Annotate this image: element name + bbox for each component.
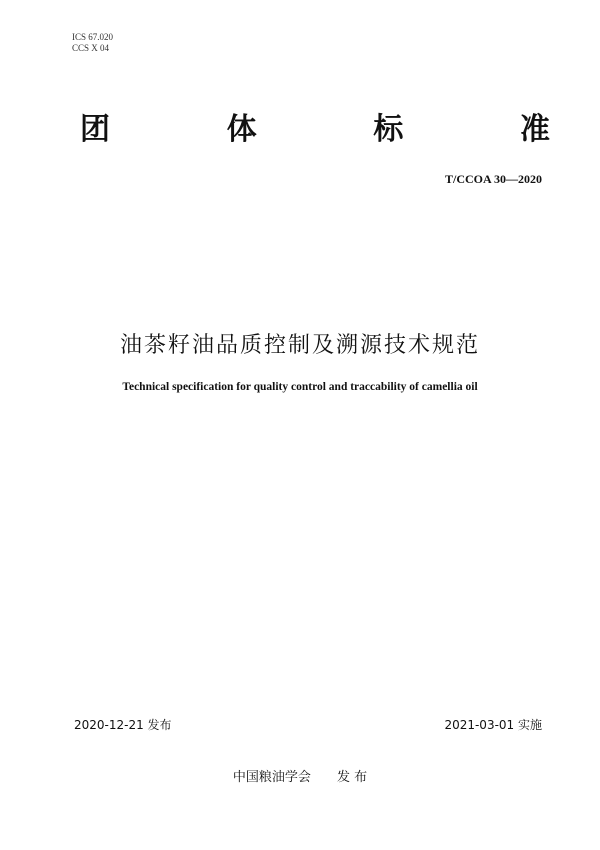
header-divider <box>72 196 542 197</box>
ics-code: ICS 67.020 <box>72 32 114 42</box>
issuer-action: 发 布 <box>336 770 368 785</box>
publish-date: 2020-12-21 发布 <box>74 718 172 732</box>
ccs-code: CCS X 04 <box>72 43 110 53</box>
heading-char: 准 <box>519 112 550 147</box>
heading-char: 体 <box>226 112 257 147</box>
title-chinese: 油茶籽油品质控制及溯源技术规范 <box>119 333 480 358</box>
classification-codes <box>72 32 113 54</box>
document-type-heading <box>80 112 550 148</box>
heading-char: 团 <box>80 112 110 147</box>
title-english: Technical specification for quality control and traccability of camellia oil <box>122 381 478 393</box>
implementation-date: 2021-03-01 实施 <box>444 718 542 732</box>
issuer-name: 中国粮油学会 <box>232 770 311 785</box>
standard-number: T/CCOA 30—2020 <box>444 172 542 186</box>
issuer-line <box>0 766 600 785</box>
heading-char: 标 <box>373 112 404 147</box>
